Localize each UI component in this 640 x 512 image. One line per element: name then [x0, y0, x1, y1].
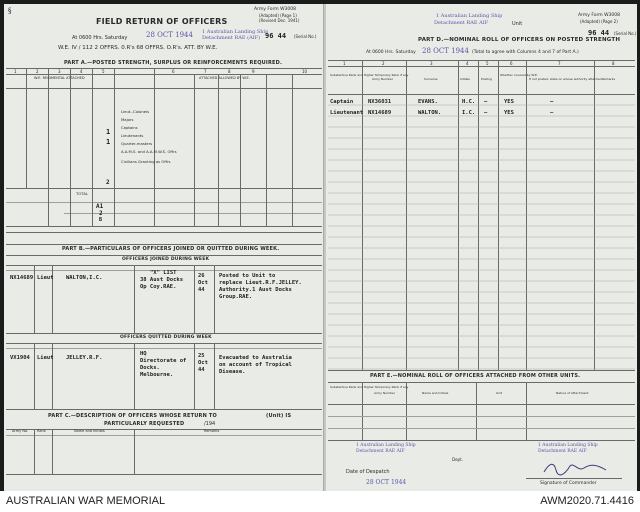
- left-page: [4, 4, 324, 491]
- quitted-heading: OFFICERS QUITTED DURING WEEK: [120, 335, 212, 340]
- officer-2-covered: YES: [504, 110, 514, 116]
- total-note: (Total to agree with Columns 4 and 7 of Part A.): [472, 50, 579, 55]
- joined-from-2: 38 Aust Docks: [140, 277, 184, 283]
- d-head-army-no: Army Number: [372, 77, 393, 81]
- avail-2: 2: [99, 210, 103, 217]
- officer-2-surname: WALTON.: [418, 110, 442, 116]
- right-page: [326, 4, 637, 491]
- serial-number: 96 44: [265, 32, 287, 40]
- quitted-to-2: Directorate of: [140, 358, 187, 364]
- joined-date-month: Oct: [198, 280, 208, 286]
- joined-rank: Lieut: [37, 275, 54, 281]
- right-serial-label: (Serial No.): [614, 31, 637, 36]
- page-title: FIELD RETURN OF OFFICERS: [96, 17, 228, 26]
- part-c-year: /194: [204, 421, 216, 427]
- corner-mark: §: [8, 7, 12, 15]
- total-label: TOTAL: [76, 191, 89, 196]
- d-col-4: 4: [466, 61, 469, 66]
- serial-label: (Serial No.): [294, 34, 317, 39]
- joined-remarks-4: Group.RAE.: [219, 294, 253, 300]
- col-1: 1: [14, 69, 17, 74]
- rank-aams: A.A.M.S. and A.A.M.W.S. Offrs: [121, 149, 177, 154]
- e-head-nature: Nature of Attachment: [556, 391, 589, 395]
- joined-from-3: Op Coy.RAE.: [140, 284, 177, 290]
- rank-majors: Majors: [121, 117, 134, 122]
- unit-label: Unit: [512, 21, 523, 27]
- part-c-col-name: Name and Initials: [74, 429, 105, 433]
- col-5: 5: [102, 69, 105, 74]
- right-at-hours: At 0600 Hrs. Saturday: [366, 50, 416, 55]
- officer-2-rank: Lieutenant: [330, 110, 364, 116]
- officer-1-rank: Captain: [330, 99, 354, 105]
- right-form-adapted: (Adapted) (Page 2): [580, 19, 618, 24]
- joined-name: WALTON,I.C.: [66, 275, 103, 281]
- quitted-date-month: Oct: [198, 360, 208, 366]
- part-c-col-army-no: Army No.: [12, 429, 29, 433]
- quitted-rank: Lieut: [37, 355, 54, 361]
- at-hours-label: At 0600 Hrs. Saturday: [72, 35, 128, 41]
- signature-unit-stamp-line2: Detachment RAE AIF: [538, 449, 587, 454]
- col-10: 10: [302, 69, 308, 74]
- joined-from-1: "X" LIST: [150, 270, 177, 276]
- archive-footer: [0, 491, 640, 512]
- quitted-name: JELLEY.R.F.: [66, 355, 103, 361]
- rank-civilians: Civilians Granting as Offrs: [121, 159, 171, 164]
- d-head-remarks: Remarks: [602, 77, 616, 81]
- joined-date-day: 26: [198, 273, 205, 279]
- right-form-no: Army Form W3008: [578, 13, 620, 18]
- d-col-6: 6: [510, 61, 513, 66]
- part-b-heading: PART B.—PARTICULARS OF OFFICERS JOINED OR QUITTED DURING WEEK.: [62, 246, 280, 252]
- col-9: 9: [252, 69, 255, 74]
- we-line: W.E. IV / 112 2 OFFRS. 0.R's 68 OFFRS. O.R's. ATT. BY W.E.: [58, 45, 218, 51]
- d-col-1: 1: [343, 61, 346, 66]
- archive-id: AWM2020.71.4416: [540, 495, 634, 507]
- we-heading: W.E. REGIMENTAL ATTACHED: [34, 76, 85, 80]
- rank-qm: Quarter-masters: [121, 141, 153, 146]
- d-head-covered: Whether covered by W.E.: [500, 73, 538, 77]
- despatch-date: 28 OCT 1944: [366, 479, 407, 486]
- joined-remarks-3: Authority.1 Aust Docks: [219, 287, 292, 293]
- part-a-heading: PART A.—POSTED STRENGTH, SURPLUS OR REINFORCEMENTS REQUIRED.: [64, 60, 283, 66]
- officer-1-posting: —: [484, 99, 488, 105]
- date-stamp: 28 OCT 1944: [146, 31, 193, 39]
- right-unit-stamp-line2: Detachment RAE AIF: [434, 20, 489, 26]
- right-unit-stamp: 1 Australian Landing Ship: [436, 13, 503, 19]
- col-4: 4: [80, 69, 83, 74]
- unit-stamp: 1 Australian Landing Ship: [202, 29, 269, 35]
- officer-1-surname: EVANS.: [418, 99, 438, 105]
- col-7: 7: [204, 69, 207, 74]
- quitted-to-4: Melbourne.: [140, 372, 174, 378]
- avail-a1: A1: [96, 203, 104, 210]
- col-6: 6: [172, 69, 175, 74]
- officer-2-posting: —: [484, 110, 488, 116]
- rank-lieutenants: Lieutenants: [121, 133, 144, 138]
- signature-unit-stamp: 1 Australian Landing Ship: [538, 443, 598, 448]
- despatch-label: Date of Despatch: [346, 469, 390, 475]
- d-col-3: 3: [430, 61, 433, 66]
- d-col-5: 5: [486, 61, 489, 66]
- part-e-heading: PART E.—NOMINAL ROLL OF OFFICERS ATTACHED FROM OTHER UNITS.: [370, 373, 581, 379]
- quitted-to-1: HQ: [140, 351, 147, 357]
- d-head-initials: Initials: [460, 77, 470, 81]
- unit-stamp-line2: Detachment RAE (AIF): [202, 35, 261, 41]
- part-c-col-remarks: Remarks: [204, 429, 220, 433]
- quitted-army-no: VX1904: [10, 355, 30, 361]
- rank-captains: Captains: [121, 125, 138, 130]
- part-c-unit: (Unit) IS: [266, 413, 292, 419]
- joined-date-year: 44: [198, 287, 205, 293]
- quitted-date-day: 25: [198, 353, 205, 359]
- bottom-stamp-line2: Detachment RAE AIF: [356, 449, 405, 454]
- officer-1-covered: YES: [504, 99, 514, 105]
- form-revised: (Revised Dec. 1941): [259, 18, 300, 23]
- e-head-rank: Substantive Rank and Higher Temporary Rank if any: [330, 385, 409, 389]
- joined-remarks-1: Posted to Unit to: [219, 273, 276, 279]
- count-lieutenants: 1: [106, 138, 111, 146]
- archive-name: AUSTRALIAN WAR MEMORIAL: [6, 495, 166, 507]
- officer-2-initials: I.C.: [462, 110, 476, 116]
- quitted-remarks-1: Evacuated to Australia: [219, 355, 292, 361]
- officer-1-initials: H.C.: [462, 99, 476, 105]
- part-d-heading: PART D.—NOMINAL ROLL OF OFFICERS ON POSTED STRENGTH: [418, 37, 621, 43]
- officer-2-authority: —: [550, 110, 554, 116]
- d-head-surname: Surname: [424, 77, 438, 81]
- commander-signature: [540, 460, 610, 478]
- col-8: 8: [228, 69, 231, 74]
- joined-heading: OFFICERS JOINED DURING WEEK: [122, 257, 210, 262]
- attached-heading: ATTACHED ALLOWED BY W.E.: [199, 76, 250, 80]
- d-col-2: 2: [382, 61, 385, 66]
- quitted-date-year: 44: [198, 367, 205, 373]
- e-head-name: Name and Initials: [422, 391, 449, 395]
- right-serial-number: 96 44: [588, 29, 610, 37]
- count-captains: 1: [106, 128, 111, 136]
- quitted-remarks-2: on account of Tropical: [219, 362, 292, 368]
- form-adapted: (Adapted) (Page 1): [259, 13, 297, 18]
- d-head-posting: Posting: [481, 77, 492, 81]
- right-date-stamp: 28 OCT 1944: [422, 47, 469, 55]
- part-c-heading: PART C.—DESCRIPTION OF OFFICERS WHOSE RETURN TO: [48, 413, 217, 419]
- officer-1-army-no: NX36031: [368, 99, 392, 105]
- officer-1-authority: —: [550, 99, 554, 105]
- ruled-lines: [326, 94, 637, 374]
- signature-label: Signature of Commander: [540, 481, 597, 486]
- e-head-unit: Unit: [496, 391, 503, 395]
- joined-army-no: NX14689: [10, 275, 34, 281]
- d-head-rank: Substantive Rank and Higher Temporary Rank if any: [330, 73, 409, 77]
- avail-b: B: [99, 217, 103, 223]
- dept-label: Dept.: [452, 457, 463, 462]
- part-c-requested: PARTICULARLY REQUESTED: [104, 421, 185, 427]
- col-3: 3: [58, 69, 61, 74]
- d-head-authority: If not posted, state on whose authority attached: [529, 77, 602, 81]
- joined-remarks-2: replace Lieut.R.F.JELLEY.: [219, 280, 302, 286]
- form-no: Army Form W3008: [254, 7, 296, 12]
- d-col-8: 8: [612, 61, 615, 66]
- e-head-army-no: Army Number: [374, 391, 395, 395]
- col-2: 2: [36, 69, 39, 74]
- total-value: 2: [106, 179, 110, 186]
- quitted-remarks-3: Disease.: [219, 369, 246, 375]
- bottom-stamp: 1 Australian Landing Ship: [356, 443, 416, 448]
- quitted-to-3: Docks.: [140, 365, 160, 371]
- part-c-col-rank: Rank: [37, 429, 46, 433]
- officer-2-army-no: NX14689: [368, 110, 392, 116]
- rank-lt-col: Lieut.-Colonels: [121, 109, 150, 114]
- d-col-7: 7: [558, 61, 561, 66]
